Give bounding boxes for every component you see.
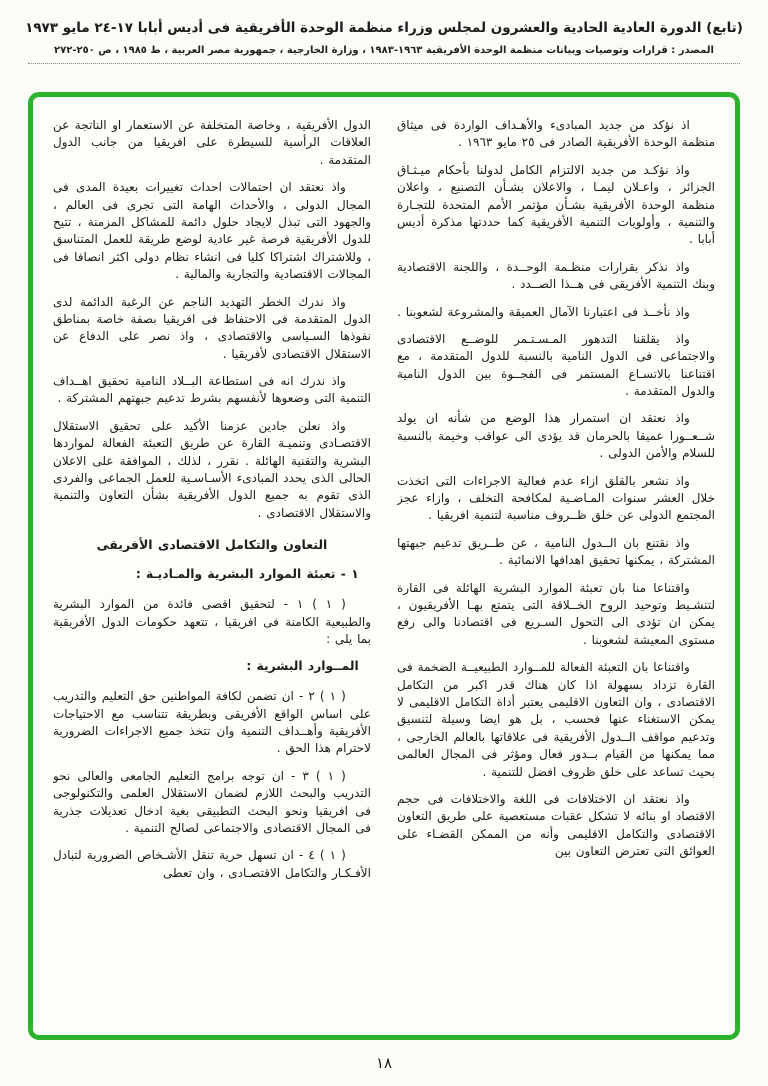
document-source-line: المصدر : قرارات وتوصيات وبيانات منظمة الوحدة الأفريقية ١٩٦٣-١٩٨٣ ، وزارة الخارجية ، جمهورية مصر العربية ، ط ١٩٨٥ ، ص ٢٥٠-٢٧٢: [54, 45, 714, 56]
paragraph: واذ نشعر بالقلق ازاء عدم فعالية الاجراءات التى اتخذت خلال العشر سنوات المـاضـية لمكافحة التخلف ، وازاء عجز المجتمع الدولى عن خلق ظــروف مناسبة لتنمية افريقيا .: [397, 473, 715, 523]
paragraph: واذ نعتقد ان الاختلافات فى اللغة والاختلافات فى حجم الاقتصاد او بنائه لا تشكل عقبات مستعصية على طريق التعاون الاقتصادى والتكامل الاقليمى وأنه من الممكن القضـاء على العوائق التى تعترض التعاون بين: [397, 791, 715, 859]
text-columns: [53, 117, 715, 1021]
paragraph: واذ نعتقد ان استمرار هذا الوضع من شأنه ان يولد شــعــورا عميقا بالحرمان قد يؤدى الى عواقب وخيمة بالنسبة للسلام والأمن الدولى .: [397, 411, 715, 461]
paragraph: واذ ندرك انه فى استطاعة البــلاد النامية تحقيق اهــداف التنمية التى وضعوها لأنفسهم بشرط تدعيم جبهتهم المشتركة .: [53, 374, 371, 406]
paragraph: واذ نعتقد ان احتمالات احداث تغييرات بعيدة المدى فى المجال الدولى ، والأحداث الهامة التى تجرى فى العالم ، والجهود التى تبذل لايجاد حلول دائمة للمشاكل المزمنة ، تتيح للدول الأفريقية فرصة غير عادية لوضع طريقة للعمل المتناسق ، وللاشتراك اشتراكا كليا فى انشاء نظام دولى اكثر انصافا فى المجالات الاقتصادية والتجارية والمالية .: [53, 180, 371, 282]
paragraph: واذ نؤكـد من جديد الالتزام الكامل لدولنا بأحكام ميـثـاق الجزائر ، واعـلان ليمـا ، والاعلان بشـأن التصنيع ، واعلان منظمة الوحدة الأفريقية بشـأن مؤتمر الأمم المتحدة للتجـارة والتنمية ، وأولويات التنمية الأفريقية كما حددتها مذكرة أديس أبابا .: [397, 162, 715, 247]
paragraph: واذ ندرك الخطر التهديد الناجم عن الرغبة الدائمة لدى الدول المتقدمة فى الاحتفاظ فى افريقيا بصفة خاصة بمناطق نفوذها السـياسى والاقتصادى ، واذ نصر على الدفاع عن الاستقلال الاقتصادى لأفريقيا .: [53, 294, 371, 361]
paragraph: واقتناعا بان التعبئة الفعالة للمــوارد الطبيعيــة الضخمة فى القارة تزداد بسهولة اذا كان هناك قدر اكبر من التكامل الاقتصادى ، وان التعاون الاقليمى يعتبر أداة التكامل الاقليمى لا يمكن الاستغناء عنها فحسب ، بل هو ايضا وسيلة لتنسيق وتدعيم مواقف الــدول الأفريقية فى علاقاتها بالعالم الخارجى ، مما يمكنها من القيام بــدور فعال ومؤثر فى المجال العالمى بحيث تساعد على خلق ظروف افضل للتنمية .: [397, 660, 715, 779]
paragraph: واذ يقلقنا التدهور المـسـتـمر للوضــع الاقتصادى والاجتماعى فى الدول النامية بالنسبة للدول المتقدمة ، مع اقتناعنا بالاتسـاع المستمر فى الفجــوة بين الدول النامية والدول المتقدمة .: [397, 331, 715, 399]
paragraph: واذ نأخــذ فى اعتبارنا الآمال العميقة والمشروعة لشعوبنا .: [397, 304, 690, 319]
paragraph: واذ نذكر بقرارات منظـمة الوحــدة ، واللجنة الاقتصادية وبنك التنمية الأفريقى فى هــذا الصــدد .: [397, 259, 715, 292]
paragraph: ( ١ ) ٣ - ان توجه برامج التعليم الجامعى والعالى نحو التدريب والبحث اللازم لضمان الاستقلال العلمى والتكنولوجى فى افريقيا ونحو البحث التطبيقى بغية ادخال تعديلات جذرية فى المجال الاقتصادى والاجتماعى لصالح التنمية .: [53, 768, 371, 835]
document-title: (تابع) الدورة العادية الحادية والعشرون لمجلس وزراء منظمة الوحدة الأفريقية فى أديس أبابا ١٧-٢٤ مايو ١٩٧٣: [25, 20, 743, 36]
paragraph: ( ١ ) ١ - لتحقيق اقصى فائدة من الموارد البشرية والطبيعية الكامنة فى افريقيا ، تتعهد حكومات الدول الأفريقية بما يلى :: [53, 597, 371, 646]
paragraph: اذ نؤكد من جديد المبادىء والأهـداف الواردة فى ميثاق منظمة الوحدة الأفريقية الصادر فى ٢٥ مايو ١٩٦٣ .: [397, 118, 715, 150]
section-heading: التعاون والتكامل الاقتصادى الأفريقى: [96, 537, 328, 553]
page-header: [0, 0, 768, 64]
header-divider: [28, 62, 740, 64]
paragraph: واقتناعا منا بان تعبئة الموارد البشرية الهائلة فى القارة لتنشـيط وتوحيد الروح الخــلاقة التى يتمتع بهـا الأفريقيون ، يمكن ان تؤدى الى التحول السـريع فى اقتصادنا والى رفع مستوى المعيشة لشعوبنا .: [397, 580, 715, 647]
paragraph: ( ١ ) ٤ - ان تسهل حرية تنقل الأشـخاص الضرورية لتبادل الأفـكـار والتكامل الاقتصـادى ، وان تعطى: [53, 848, 371, 880]
right-column: [397, 117, 715, 1021]
sub-heading: المــوارد البشرية :: [246, 659, 359, 674]
paragraph-continuation: الدول الأفريقية ، وخاصة المتخلفة عن الاستعمار او الناتجة عن العلاقات الرأسية للسيطرة على افريقيا من جانب الدول المتقدمة .: [53, 118, 371, 167]
sub-heading: ١ - تعبئة الموارد البشرية والمـاديـة :: [135, 567, 359, 582]
paragraph: واذ نعلن جادين عزمنا الأكيد على تحقيق الاستقلال الاقتصـادى وتنميـة القارة عن طريق التعبئة الفعالة لمواردها البشرية والتقنية الهائلة . نقرر ، لذلك ، الموافقة على الاعلان الحالى الذى يحدد المبادىء الأسـاسـية للعمل الجماعى والفردى الذى تقوم به جميع الدول الأفريقية بشأن التعاون والتنمية والاستقلال الاقتصادى .: [53, 418, 371, 520]
paragraph: واذ نقتنع بان الــدول النامية ، عن طــريق تدعيم جبهتها المشتركة ، يمكنها تحقيق اهدافها الانمائية .: [397, 535, 715, 568]
page-number: ١٨: [375, 1054, 393, 1072]
content-frame: [28, 92, 740, 1040]
paragraph: ( ١ ) ٢ - ان تضمن لكافة المواطنين حق التعليم والتدريب على اساس الواقع الأفريقى وبطريقة تتناسب مع الاحتياجات الأفريقية وأهــداف التنمية وان تتخذ جميع الاجراءات الضرورية لاحترام هذا الحق .: [53, 689, 371, 756]
left-column: [53, 117, 371, 1021]
